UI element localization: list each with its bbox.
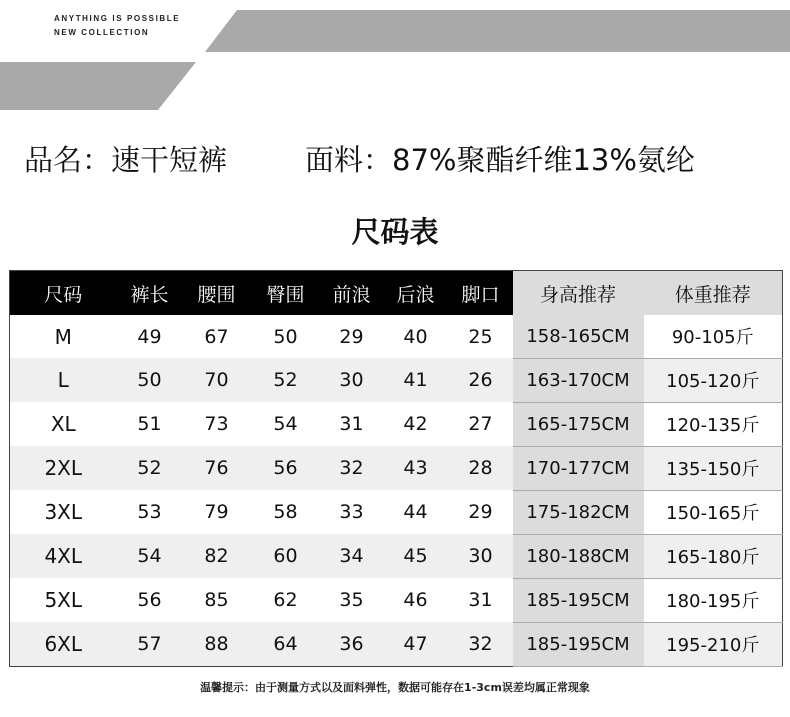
table-row xyxy=(10,534,783,578)
cell-back-rise: 41 xyxy=(383,358,449,402)
cell-weight-rec: 165-180斤 xyxy=(644,534,783,578)
cell-hip: 64 xyxy=(251,622,321,666)
header-hip: 臀围 xyxy=(251,271,321,316)
cell-weight-rec: 195-210斤 xyxy=(644,622,783,666)
cell-waist: 70 xyxy=(183,358,251,402)
cell-weight-rec: 105-120斤 xyxy=(644,358,783,402)
cell-hip: 60 xyxy=(251,534,321,578)
cell-hip: 50 xyxy=(251,315,321,358)
table-row xyxy=(10,490,783,534)
cell-front-rise: 33 xyxy=(321,490,383,534)
cell-weight-rec: 120-135斤 xyxy=(644,402,783,446)
cell-leg-opening: 25 xyxy=(449,315,513,358)
cell-height-rec: 163-170CM xyxy=(513,358,644,402)
cell-front-rise: 30 xyxy=(321,358,383,402)
cell-back-rise: 42 xyxy=(383,402,449,446)
table-row xyxy=(10,622,783,666)
cell-back-rise: 46 xyxy=(383,578,449,622)
cell-length: 50 xyxy=(117,358,183,402)
cell-height-rec: 175-182CM xyxy=(513,490,644,534)
cell-height-rec: 185-195CM xyxy=(513,578,644,622)
cell-size: L xyxy=(10,358,117,402)
table-row xyxy=(10,358,783,402)
cell-weight-rec: 150-165斤 xyxy=(644,490,783,534)
cell-length: 49 xyxy=(117,315,183,358)
cell-length: 54 xyxy=(117,534,183,578)
table-row xyxy=(10,402,783,446)
cell-hip: 56 xyxy=(251,446,321,490)
cell-length: 56 xyxy=(117,578,183,622)
cell-back-rise: 40 xyxy=(383,315,449,358)
cell-size: 3XL xyxy=(10,490,117,534)
measurement-note: 温馨提示：由于测量方式以及面料弹性，数据可能存在1-3cm误差均属正常现象 xyxy=(200,681,590,694)
header-weight-rec: 体重推荐 xyxy=(644,271,783,316)
cell-length: 51 xyxy=(117,402,183,446)
cell-back-rise: 47 xyxy=(383,622,449,666)
header-waist: 腰围 xyxy=(183,271,251,316)
cell-length: 53 xyxy=(117,490,183,534)
cell-front-rise: 29 xyxy=(321,315,383,358)
cell-waist: 79 xyxy=(183,490,251,534)
size-chart-title: 尺码表 xyxy=(351,215,439,249)
cell-length: 57 xyxy=(117,622,183,666)
cell-length: 52 xyxy=(117,446,183,490)
header-height-rec: 身高推荐 xyxy=(513,271,644,316)
header-leg-opening: 脚口 xyxy=(449,271,513,316)
cell-front-rise: 35 xyxy=(321,578,383,622)
cell-leg-opening: 29 xyxy=(449,490,513,534)
decorative-band-left xyxy=(0,62,196,110)
cell-waist: 67 xyxy=(183,315,251,358)
cell-front-rise: 32 xyxy=(321,446,383,490)
cell-size: M xyxy=(10,315,117,358)
cell-height-rec: 170-177CM xyxy=(513,446,644,490)
cell-front-rise: 34 xyxy=(321,534,383,578)
cell-waist: 88 xyxy=(183,622,251,666)
cell-hip: 58 xyxy=(251,490,321,534)
cell-waist: 76 xyxy=(183,446,251,490)
cell-size: 4XL xyxy=(10,534,117,578)
header-length: 裤长 xyxy=(117,271,183,316)
cell-height-rec: 180-188CM xyxy=(513,534,644,578)
header-back-rise: 后浪 xyxy=(383,271,449,316)
cell-back-rise: 45 xyxy=(383,534,449,578)
cell-hip: 54 xyxy=(251,402,321,446)
product-fabric: 面料：87%聚酯纤维13%氨纶 xyxy=(305,143,695,177)
header-front-rise: 前浪 xyxy=(321,271,383,316)
cell-height-rec: 158-165CM xyxy=(513,315,644,358)
cell-back-rise: 43 xyxy=(383,446,449,490)
cell-waist: 85 xyxy=(183,578,251,622)
cell-leg-opening: 31 xyxy=(449,578,513,622)
cell-leg-opening: 28 xyxy=(449,446,513,490)
cell-height-rec: 165-175CM xyxy=(513,402,644,446)
header-size: 尺码 xyxy=(10,271,117,316)
cell-size: XL xyxy=(10,402,117,446)
cell-back-rise: 44 xyxy=(383,490,449,534)
cell-leg-opening: 26 xyxy=(449,358,513,402)
table-row xyxy=(10,578,783,622)
cell-weight-rec: 180-195斤 xyxy=(644,578,783,622)
cell-size: 6XL xyxy=(10,622,117,666)
cell-leg-opening: 30 xyxy=(449,534,513,578)
tagline-anything-is-possible: ANYTHING IS POSSIBLE xyxy=(54,14,181,23)
cell-front-rise: 36 xyxy=(321,622,383,666)
cell-hip: 52 xyxy=(251,358,321,402)
table-row xyxy=(10,446,783,490)
cell-waist: 82 xyxy=(183,534,251,578)
tagline-new-collection: NEW COLLECTION xyxy=(54,28,150,37)
cell-size: 2XL xyxy=(10,446,117,490)
decorative-band-top xyxy=(205,10,790,52)
cell-leg-opening: 32 xyxy=(449,622,513,666)
cell-front-rise: 31 xyxy=(321,402,383,446)
size-table xyxy=(9,270,783,667)
cell-weight-rec: 135-150斤 xyxy=(644,446,783,490)
product-name: 品名：速干短裤 xyxy=(24,143,228,177)
table-header-row xyxy=(10,271,783,316)
cell-weight-rec: 90-105斤 xyxy=(644,315,783,358)
cell-leg-opening: 27 xyxy=(449,402,513,446)
cell-size: 5XL xyxy=(10,578,117,622)
cell-waist: 73 xyxy=(183,402,251,446)
table-row xyxy=(10,315,783,358)
cell-height-rec: 185-195CM xyxy=(513,622,644,666)
cell-hip: 62 xyxy=(251,578,321,622)
